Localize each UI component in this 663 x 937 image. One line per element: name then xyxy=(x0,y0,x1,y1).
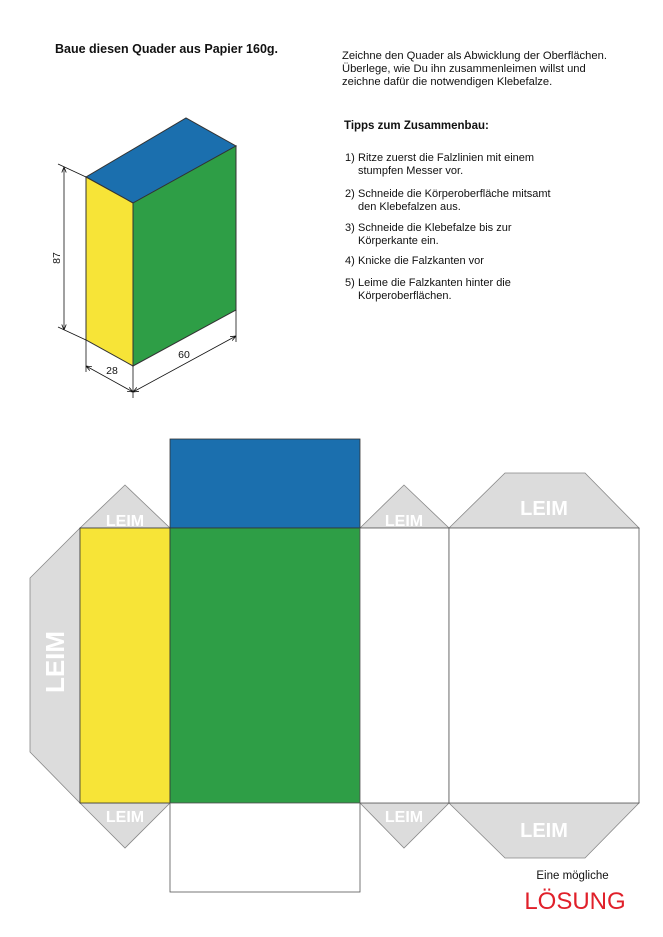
tip-number: 4) xyxy=(345,255,355,267)
tip-line: Knicke die Falzkanten vor xyxy=(358,255,484,267)
glue-label: LEIM xyxy=(520,820,568,842)
glue-label: LEIM xyxy=(40,630,70,694)
tip-line: Körperoberflächen. xyxy=(358,289,452,302)
glue-label: LEIM xyxy=(105,513,145,530)
tip-line: den Klebefalzen aus. xyxy=(358,200,461,213)
dimension-height-label: 87 xyxy=(51,252,63,264)
intro-line: Überlege, wie Du ihn zusammenleimen willst und xyxy=(342,63,586,76)
tip-line: Schneide die Klebefalze bis zur xyxy=(358,222,512,234)
page-title: Baue diesen Quader aus Papier 160g. xyxy=(55,42,279,56)
tip-number: 3) xyxy=(345,222,355,234)
tip-number: 2) xyxy=(345,188,355,200)
glue-label: LEIM xyxy=(105,809,145,826)
glue-label: LEIM xyxy=(384,809,424,826)
tip-line: Schneide die Körperoberfläche mitsamt xyxy=(358,188,551,200)
intro-line: zeichne dafür die notwendigen Klebefalze. xyxy=(342,76,553,89)
net-face-side-right xyxy=(360,528,449,803)
net-face-top xyxy=(170,439,360,528)
solution-caption: Eine mögliche xyxy=(536,870,609,882)
tip-line: Ritze zuerst die Falzlinien mit einem xyxy=(358,152,535,164)
solution-label: LÖSUNG xyxy=(524,888,626,915)
net-face-side-left xyxy=(80,528,170,803)
tip-number: 5) xyxy=(345,277,355,289)
dimension-width-label: 60 xyxy=(178,349,190,361)
dimension-depth-label: 28 xyxy=(106,365,118,377)
glue-label: LEIM xyxy=(384,513,424,530)
tip-line: Leime die Falzkanten hinter die xyxy=(358,277,511,289)
cuboid-illustration xyxy=(86,118,236,366)
tip-number: 1) xyxy=(345,152,355,164)
tip-line: stumpfen Messer vor. xyxy=(358,164,464,177)
net-face-front xyxy=(170,528,360,803)
glue-label: LEIM xyxy=(520,498,568,520)
net-face-back xyxy=(449,528,639,803)
cuboid-front-face xyxy=(86,177,133,366)
intro-line: Zeichne den Quader als Abwicklung der Oberflächen. xyxy=(342,50,607,62)
cuboid-net xyxy=(30,439,639,892)
tip-line: Körperkante ein. xyxy=(358,234,439,247)
net-face-bottom xyxy=(170,803,360,892)
tips-heading: Tipps zum Zusammenbau: xyxy=(344,120,489,132)
